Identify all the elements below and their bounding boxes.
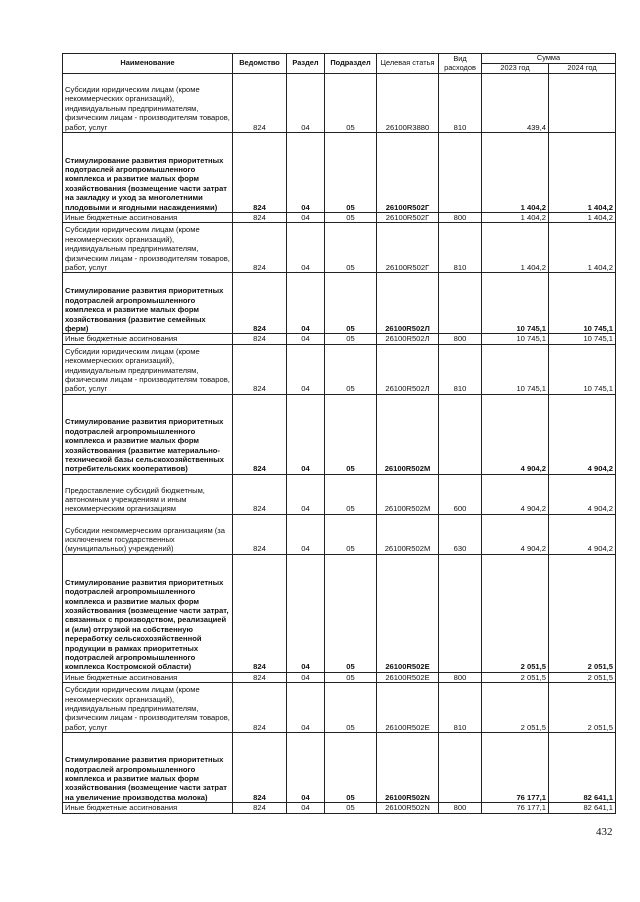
- table-cell-name: Стимулирование развития приоритетных подотраслей агропромышленного комплекса и развитие малых форм хозяйствования (возмещение части затрат, связанных с производством, реализацией и (или) отгрузкой на собственную переработку сельскохозяйственной продукции в рамках приоритетных подотраслей агропромышленного комплекса Костромской области): [63, 554, 233, 672]
- table-cell-2023: 2 051,5: [482, 554, 549, 672]
- table-cell-dept: 824: [233, 803, 287, 813]
- table-cell-2024: [549, 74, 616, 133]
- table-cell-subsection: 05: [325, 803, 377, 813]
- table-cell-name: Иные бюджетные ассигнования: [63, 334, 233, 344]
- table-cell-subsection: 05: [325, 514, 377, 554]
- table-cell-exptype: 600: [439, 474, 482, 514]
- table-cell-name: Предоставление субсидий бюджетным, автономным учреждениям и иным некоммерческим организациям: [63, 474, 233, 514]
- table-cell-subsection: 05: [325, 474, 377, 514]
- table-row: [63, 74, 616, 133]
- table-cell-subsection: 05: [325, 133, 377, 213]
- table-row: [63, 334, 616, 344]
- col-header-2023: 2023 год: [482, 64, 549, 74]
- table-cell-2024: 4 904,2: [549, 394, 616, 474]
- table-cell-name: Стимулирование развития приоритетных подотраслей агропромышленного комплекса и развитие малых форм хозяйствования (возмещение части затрат на увеличение производства молока): [63, 733, 233, 803]
- table-cell-section: 04: [287, 733, 325, 803]
- col-header-dept: Ведомство: [233, 54, 287, 74]
- table-cell-name: Субсидии некоммерческим организациям (за исключением государственных (муниципальных) учреждений): [63, 514, 233, 554]
- table-cell-2024: 10 745,1: [549, 344, 616, 394]
- table-cell-dept: 824: [233, 474, 287, 514]
- table-cell-target: 26100R502Л: [377, 273, 439, 334]
- table-cell-target: 26100R502Л: [377, 344, 439, 394]
- table-cell-name: Субсидии юридическим лицам (кроме некоммерческих организаций), индивидуальным предпринимателям, физическим лицам - производителям товаров, работ, услуг: [63, 223, 233, 273]
- table-cell-dept: 824: [233, 733, 287, 803]
- table-cell-subsection: 05: [325, 273, 377, 334]
- table-cell-2024: 10 745,1: [549, 334, 616, 344]
- table-cell-exptype: 800: [439, 334, 482, 344]
- table-cell-2024: 4 904,2: [549, 514, 616, 554]
- table-cell-dept: 824: [233, 133, 287, 213]
- col-header-2024: 2024 год: [549, 64, 616, 74]
- table-cell-section: 04: [287, 273, 325, 334]
- table-cell-2023: 4 904,2: [482, 514, 549, 554]
- table-cell-dept: 824: [233, 223, 287, 273]
- table-cell-2023: 10 745,1: [482, 344, 549, 394]
- table-cell-exptype: [439, 554, 482, 672]
- table-cell-name: Стимулирование развития приоритетных подотраслей агропромышленного комплекса и развитие малых форм хозяйствования (развитие семейных ферм): [63, 273, 233, 334]
- table-cell-section: 04: [287, 334, 325, 344]
- table-cell-dept: 824: [233, 672, 287, 682]
- table-cell-name: Субсидии юридическим лицам (кроме некоммерческих организаций), индивидуальным предпринимателям, физическим лицам - производителям товаров, работ, услуг: [63, 683, 233, 733]
- table-cell-target: 26100R502М: [377, 394, 439, 474]
- table-cell-exptype: 810: [439, 223, 482, 273]
- table-row: [63, 213, 616, 223]
- table-row: [63, 474, 616, 514]
- table-cell-exptype: 800: [439, 213, 482, 223]
- table-row: [63, 733, 616, 803]
- table-cell-subsection: 05: [325, 344, 377, 394]
- table-cell-section: 04: [287, 213, 325, 223]
- table-cell-2023: 4 904,2: [482, 474, 549, 514]
- table-cell-subsection: 05: [325, 733, 377, 803]
- table-cell-target: 26100R502E: [377, 554, 439, 672]
- table-cell-2024: 10 745,1: [549, 273, 616, 334]
- table-row: [63, 394, 616, 474]
- table-cell-exptype: [439, 733, 482, 803]
- table-cell-2024: 1 404,2: [549, 213, 616, 223]
- table-cell-section: 04: [287, 474, 325, 514]
- table-cell-section: 04: [287, 344, 325, 394]
- table-cell-exptype: 800: [439, 803, 482, 813]
- table-cell-dept: 824: [233, 554, 287, 672]
- table-cell-dept: 824: [233, 683, 287, 733]
- col-header-sum: Сумма: [482, 54, 616, 64]
- table-cell-name: Иные бюджетные ассигнования: [63, 672, 233, 682]
- table-cell-dept: 824: [233, 514, 287, 554]
- table-cell-dept: 824: [233, 273, 287, 334]
- table-cell-exptype: 810: [439, 74, 482, 133]
- col-header-target: Целевая статья: [377, 54, 439, 74]
- col-header-subsection: Подраздел: [325, 54, 377, 74]
- table-cell-subsection: 05: [325, 394, 377, 474]
- table-row: [63, 803, 616, 813]
- table-cell-section: 04: [287, 514, 325, 554]
- table-cell-2023: 2 051,5: [482, 672, 549, 682]
- table-cell-2023: 4 904,2: [482, 394, 549, 474]
- table-cell-exptype: 810: [439, 344, 482, 394]
- table-cell-section: 04: [287, 394, 325, 474]
- table-cell-target: 26100R502М: [377, 514, 439, 554]
- table-cell-exptype: 800: [439, 672, 482, 682]
- table-cell-section: 04: [287, 133, 325, 213]
- table-body: [63, 74, 616, 814]
- table-cell-2023: 1 404,2: [482, 213, 549, 223]
- table-cell-exptype: [439, 394, 482, 474]
- table-cell-exptype: [439, 133, 482, 213]
- table-cell-2024: 4 904,2: [549, 474, 616, 514]
- table-cell-dept: 824: [233, 394, 287, 474]
- table-cell-section: 04: [287, 554, 325, 672]
- table-row: [63, 273, 616, 334]
- table-cell-subsection: 05: [325, 223, 377, 273]
- table-cell-2023: 1 404,2: [482, 223, 549, 273]
- table-cell-2023: 10 745,1: [482, 273, 549, 334]
- table-cell-dept: 824: [233, 74, 287, 133]
- table-cell-subsection: 05: [325, 74, 377, 133]
- table-cell-target: 26100R502М: [377, 474, 439, 514]
- table-row: [63, 344, 616, 394]
- table-row: [63, 223, 616, 273]
- table-cell-subsection: 05: [325, 672, 377, 682]
- budget-table: [62, 53, 616, 814]
- table-cell-target: 26100R502Г: [377, 223, 439, 273]
- table-cell-2024: 1 404,2: [549, 133, 616, 213]
- table-cell-exptype: 810: [439, 683, 482, 733]
- table-cell-dept: 824: [233, 334, 287, 344]
- table-cell-2023: 76 177,1: [482, 803, 549, 813]
- table-cell-target: 26100R502Г: [377, 213, 439, 223]
- table-cell-subsection: 05: [325, 683, 377, 733]
- table-cell-2024: 1 404,2: [549, 223, 616, 273]
- table-cell-2024: 2 051,5: [549, 554, 616, 672]
- table-cell-2023: 2 051,5: [482, 683, 549, 733]
- table-cell-name: Субсидии юридическим лицам (кроме некоммерческих организаций), индивидуальным предпринимателям, физическим лицам - производителям товаров, работ, услуг: [63, 344, 233, 394]
- table-cell-section: 04: [287, 223, 325, 273]
- table-cell-target: 26100R502E: [377, 683, 439, 733]
- table-cell-target: 26100R502N: [377, 733, 439, 803]
- table-cell-2023: 439,4: [482, 74, 549, 133]
- table-cell-name: Стимулирование развития приоритетных подотраслей агропромышленного комплекса и развитие малых форм хозяйствования (развитие материально-технической базы сельскохозяйственных потребительских кооперативов): [63, 394, 233, 474]
- table-cell-section: 04: [287, 803, 325, 813]
- table-cell-2023: 10 745,1: [482, 334, 549, 344]
- table-cell-target: 26100R502N: [377, 803, 439, 813]
- table-cell-exptype: 630: [439, 514, 482, 554]
- table-cell-2023: 1 404,2: [482, 133, 549, 213]
- table-row: [63, 133, 616, 213]
- table-cell-2023: 76 177,1: [482, 733, 549, 803]
- table-cell-dept: 824: [233, 213, 287, 223]
- table-cell-target: 26100R502Г: [377, 133, 439, 213]
- table-cell-section: 04: [287, 74, 325, 133]
- table-cell-subsection: 05: [325, 554, 377, 672]
- table-cell-name: Субсидии юридическим лицам (кроме некоммерческих организаций), индивидуальным предпринимателям, физическим лицам - производителям товаров, работ, услуг: [63, 74, 233, 133]
- table-cell-dept: 824: [233, 344, 287, 394]
- table-cell-2024: 2 051,5: [549, 683, 616, 733]
- col-header-name: Наименование: [63, 54, 233, 74]
- table-cell-target: 26100R502Л: [377, 334, 439, 344]
- table-cell-target: 26100R502E: [377, 672, 439, 682]
- table-cell-name: Иные бюджетные ассигнования: [63, 213, 233, 223]
- table-cell-name: Иные бюджетные ассигнования: [63, 803, 233, 813]
- table-row: [63, 514, 616, 554]
- page-number: 432: [596, 826, 613, 838]
- table-row: [63, 554, 616, 672]
- table-cell-2024: 82 641,1: [549, 803, 616, 813]
- table-cell-name: Стимулирование развития приоритетных подотраслей агропромышленного комплекса и развитие малых форм хозяйствования (возмещение части затрат на закладку и уход за многолетними плодовыми и ягодными насаждениями): [63, 133, 233, 213]
- table-cell-section: 04: [287, 683, 325, 733]
- table-cell-target: 26100R3880: [377, 74, 439, 133]
- table-row: [63, 672, 616, 682]
- table-cell-section: 04: [287, 672, 325, 682]
- table-cell-2024: 2 051,5: [549, 672, 616, 682]
- table-row: [63, 683, 616, 733]
- table-cell-subsection: 05: [325, 334, 377, 344]
- col-header-section: Раздел: [287, 54, 325, 74]
- table-cell-2024: 82 641,1: [549, 733, 616, 803]
- table-cell-subsection: 05: [325, 213, 377, 223]
- col-header-exptype: Вид расходов: [439, 54, 482, 74]
- table-cell-exptype: [439, 273, 482, 334]
